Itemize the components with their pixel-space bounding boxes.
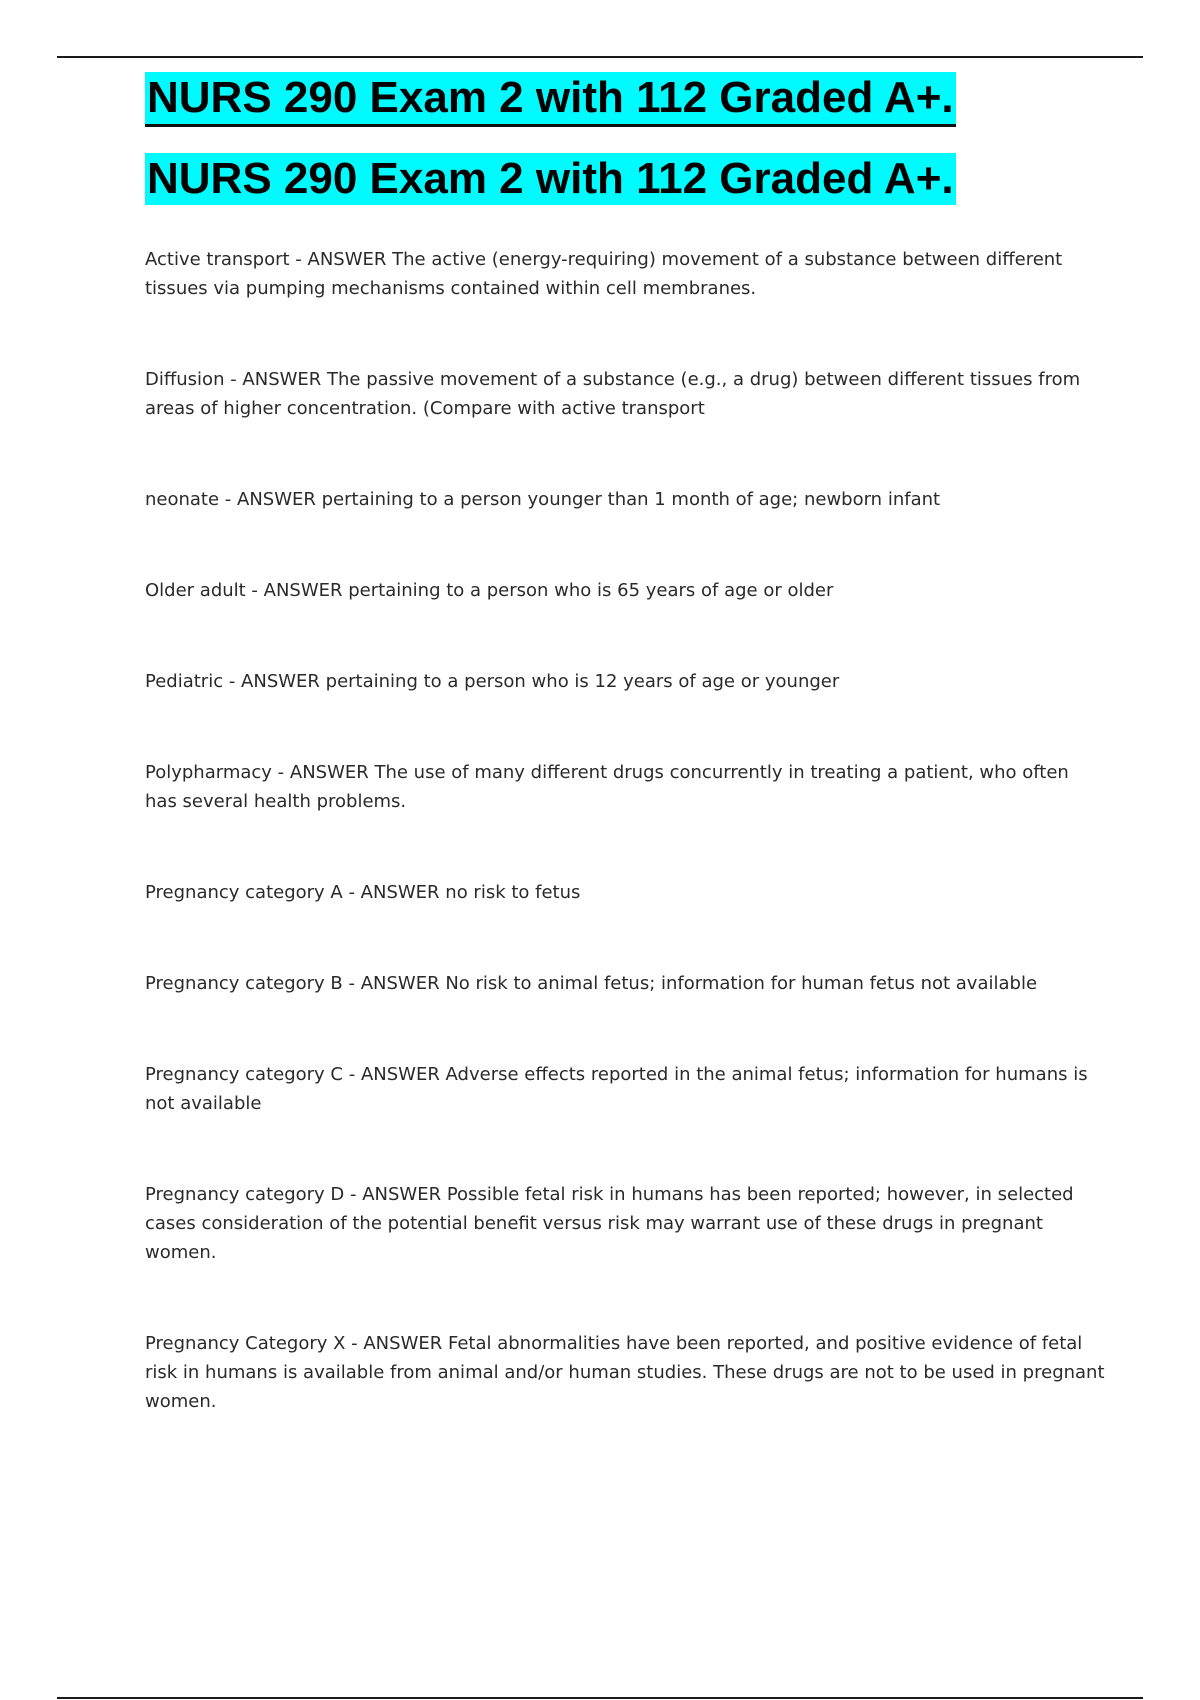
- qa-entry-pediatric: Pediatric - ANSWER pertaining to a person who is 12 years of age or younger: [145, 671, 840, 692]
- qa-entry-active-transport: Active transport - ANSWER The active (energy-requiring) movement of a substance between different tissues via pumping mechanisms contained within cell membranes.: [145, 249, 1063, 299]
- page-bottom-rule: [57, 1697, 1143, 1699]
- qa-entry-diffusion: Diffusion - ANSWER The passive movement of a substance (e.g., a drug) between different tissues from areas of higher concentration. (Compare with active transport: [145, 369, 1081, 419]
- title-line-1: NURS 290 Exam 2 with 112 Graded A+.: [145, 72, 956, 127]
- qa-list: [145, 245, 1105, 1416]
- qa-entry-polypharmacy: Polypharmacy - ANSWER The use of many different drugs concurrently in treating a patient, who often has several health problems.: [145, 762, 1069, 812]
- qa-entry-older-adult: Older adult - ANSWER pertaining to a person who is 65 years of age or older: [145, 580, 834, 601]
- qa-entry-pregnancy-category-x: Pregnancy Category X - ANSWER Fetal abnormalities have been reported, and positive evidence of fetal risk in humans is available from animal and/or human studies. These drugs are not to be used in pregnant women.: [145, 1333, 1105, 1412]
- page-top-rule: [57, 56, 1143, 58]
- qa-entry-pregnancy-category-b: Pregnancy category B - ANSWER No risk to animal fetus; information for human fetus not available: [145, 973, 1038, 994]
- qa-entry-pregnancy-category-d: Pregnancy category D - ANSWER Possible fetal risk in humans has been reported; however, in selected cases consideration of the potential benefit versus risk may warrant use of these drugs in pregnant women.: [145, 1184, 1074, 1263]
- title-line-2: NURS 290 Exam 2 with 112 Graded A+.: [147, 154, 954, 203]
- document-title: [145, 72, 1105, 153]
- qa-entry-pregnancy-category-c: Pregnancy category C - ANSWER Adverse effects reported in the animal fetus; information for humans is not available: [145, 1064, 1088, 1114]
- document-body: [145, 72, 1105, 1478]
- qa-entry-pregnancy-category-a: Pregnancy category A - ANSWER no risk to fetus: [145, 882, 581, 903]
- document-subtitle: [145, 153, 1105, 205]
- qa-entry-neonate: neonate - ANSWER pertaining to a person younger than 1 month of age; newborn infant: [145, 489, 941, 510]
